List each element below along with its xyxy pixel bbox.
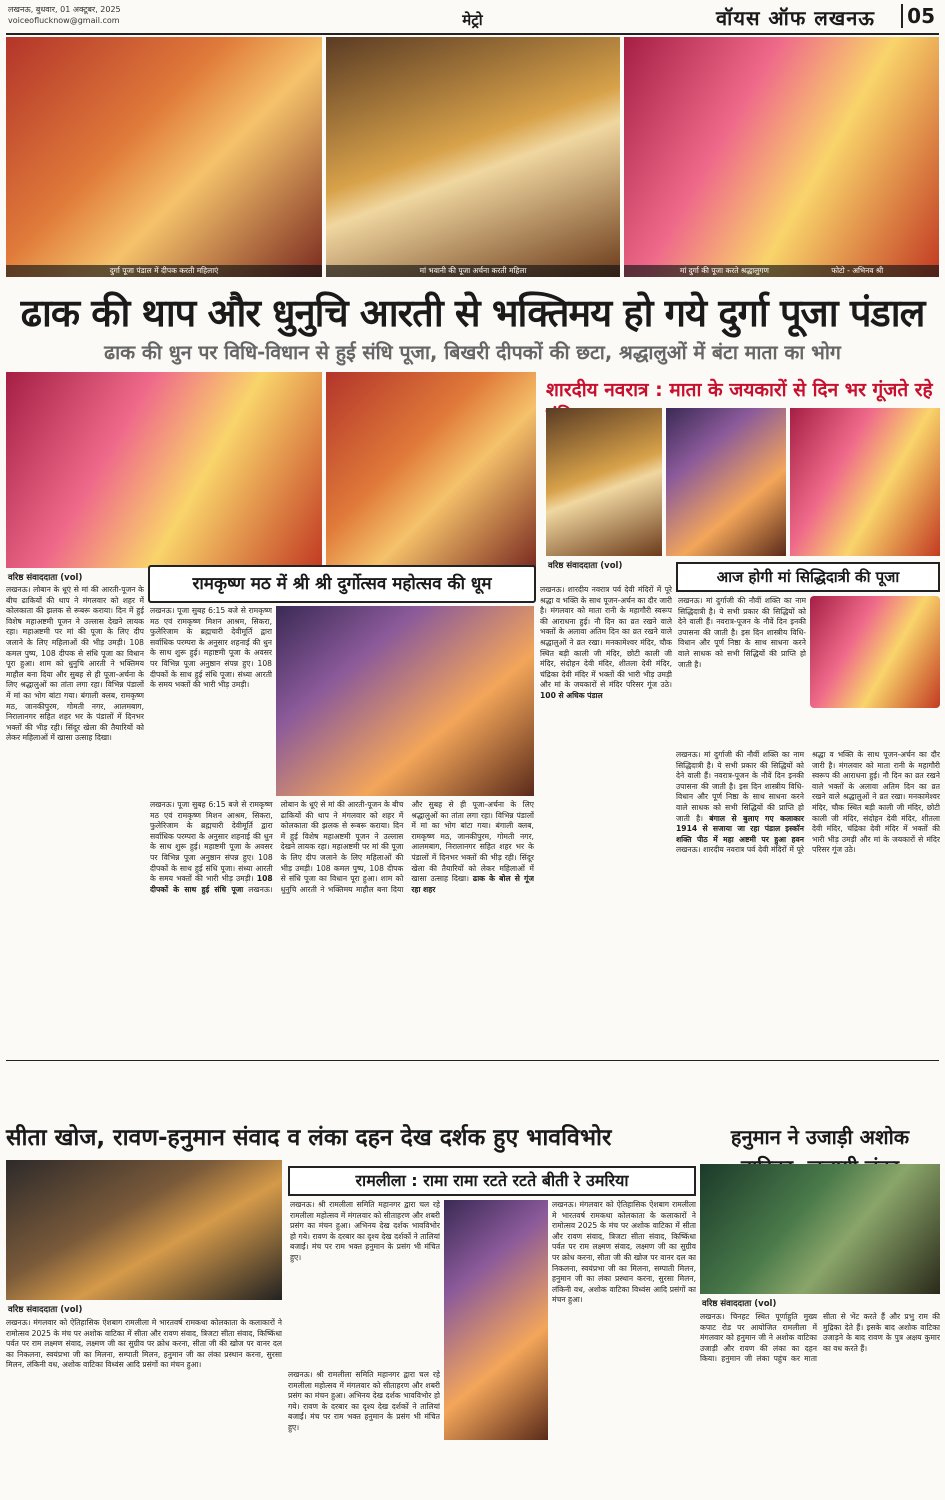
bengal-subhead: बंगाल से बुलाए गए कलाकार <box>709 813 804 823</box>
ramleela-body-right: लखनऊ। मंगलवार को ऐतिहासिक ऐशबाग रामलीला मे भारतवर्ष रामकथा कोलकाता के कलाकारों ने रामोत्सव 2025 के मंच पर अशोक वाटिका में सीता और रावण संवाद, त्रिजटा सीता संवाद, किष्किंधा पर्वत पर राम लक्ष्मण संवाद, लक्ष्मण जी का सुग्रीव पर क्रोध करना, सीता जी की खोज पर वानर दल का निकलना, स्वयंप्रभा जी का मिलना, सम्पाती मिलन, हनुमान जी का लंका प्रस्थान करना, सुरसा मिलन, लंकिनी वध, अशोक वाटिका विध्वंस आदि प्रसंगों का मंचन हुआ। <box>552 1200 696 1305</box>
top-photo-2 <box>326 37 620 277</box>
section-name: मेट्रो <box>462 11 483 29</box>
ramleela2-body-cont: लखनऊ। श्री रामलीला समिति महानगर द्वारा चल रहे रामलीला महोत्सव में मंगलवार को सीताहरण और शबरी प्रसंग का मंचन हुआ। अभिनय देख दर्शक भावविभोर हो गये। रावण के दरबार का दृश्य देख दर्शकों ने तालियां बजाईं। मंच पर राम भक्त हनुमान के प्रसंग भी मंचित हुए। <box>288 1370 440 1432</box>
ramakrishna-photo <box>276 606 534 796</box>
year-subhead: 1914 से सजाया जा रहा पंडाल <box>676 824 781 834</box>
ramleela-photo-1 <box>6 1160 282 1300</box>
navratri-body-text: लखनऊ। शारदीय नवरात्र पर्व देवी मंदिरों में पूरे श्रद्धा व भक्ति के साथ पूजन-अर्चन का दौर जारी है। मंगलवार को माता रानी के महागौरी स्वरूप की आराधना हुई। नौ दिन का व्रत रखने वाले भक्तों के अलावा अतिम दिन का व्रत रखने वाले श्रद्धालुओं ने व्रत रखा। मनकामेश्वर मंदिर, चौक स्थित बड़ी काली जी मंदिर, छोटी काली जी मंदिर, संदोहन देवी मंदिर, शीतला देवी मंदिर, चंद्रिका देवी मंदिर में भक्तों की भारी भीड़ उमड़ी और मां के जयकारों से मंदिर परिसर गूंज उठे। <box>540 585 672 690</box>
hanuman-headline: हनुमान ने उजाड़ी अशोक <box>730 1125 910 1149</box>
top-photo-1 <box>6 37 322 277</box>
main-headline: ढाक की थाप और धुनुचि आरती से भक्तिमय हो गये दुर्गा पूजा पंडाल <box>20 291 925 335</box>
hanuman-body: लखनऊ। चिनहट स्थित पूर्णाहुति मुख्य कपाट रोड पर आयोजित रामलीला में मंगलवार को हनुमान जी ने अशोक वाटिका उजाड़ी और रावण की लंका का दहन किया। हनुमान जी लंका पहुंच कर माता सीता से भेंट करते हैं और प्रभु राम की मुद्रिका देते हैं। इसके बाद अशोक वाटिका उजाड़ने के बाद रावण के पुत्र अक्षय कुमार का वध करते हैं। <box>700 1312 940 1364</box>
top-photo-3-caption <box>624 265 939 277</box>
ramleela-byline: वरिष्ठ संवाददाता (vol) <box>8 1305 83 1315</box>
iskcon-subhead: इस्कॉन शक्ति पीठ में महा अष्टमी पर हुआ हवन <box>676 824 804 844</box>
dhak-subhead: ढाक के बोल से गूंज रहा शहर <box>411 874 534 894</box>
navratri-photo-2 <box>666 408 786 556</box>
navratri-byline: वरिष्ठ संवाददाता (vol) <box>548 561 623 571</box>
sindoor-subhead: 100 से अधिक पंडाल <box>540 690 603 700</box>
navratri-photo-3 <box>790 408 940 556</box>
top-photo-2-caption: मां भवानी की पूजा अर्चना करती महिला <box>326 265 620 277</box>
ramakrishna-headline: रामकृष्ण मठ में श्री श्री दुर्गोत्सव महोत्सव की धूम <box>148 565 536 603</box>
ramleela-divider <box>6 1060 939 1061</box>
navratri-body <box>540 585 672 1055</box>
ramleela-photo-2 <box>444 1200 548 1440</box>
main-story-cont: लखनऊ। लोबान के धूएं से मां की आरती-पूजन के बीच ढाकियों की थाप ने मंगलवार को शहर में कोलकाता की झलक से रूबरू कराया। दिन में हुई विशेष महाअष्टमी पूजन ने उल्लास देखने लायक रहा। महाअष्टमी पर मां की पूजा के लिए दीप जलाने के लिए महिलाओं की भीड़ उमड़ी। 108 कमल पुष्प, 108 दीपक से संधि पूजा का विधान पूरा हुआ। शाम को धुनुचि आरती ने भक्तिमय माहौल बना दिया और सुबह से ही पूजा-अर्चना के लिए श्रद्धालुओं का तांता लगा रहा। विभिन्न पंडालों में मां का भोग बांटा गया। बंगाली क्लब, रामकृष्ण मठ, जानकीपुरम, गोमती नगर, आलमबाग, निरालानगर सहित शहर भर के पंडालों में दिनभर भक्तों की भीड़ रही। सिंदूर खेला की तैयारियों को लेकर महिलाओं में खासा उत्साह दिखा। <box>248 800 534 894</box>
main-byline: वरिष्ठ संवाददाता (vol) <box>8 573 83 583</box>
date-line: लखनऊ, बुधवार, 01 अक्टूबर, 2025 <box>8 5 121 14</box>
siddhidatri-columns <box>676 750 940 1055</box>
ramleela-body: लखनऊ। मंगलवार को ऐतिहासिक ऐशबाग रामलीला मे भारतवर्ष रामकथा कोलकाता के कलाकारों ने रामोत्सव 2025 के मंच पर अशोक वाटिका में सीता और रावण संवाद, त्रिजटा सीता संवाद, किष्किंधा पर्वत पर राम लक्ष्मण संवाद, लक्ष्मण जी का सुग्रीव पर क्रोध करना, सीता जी की खोज पर वानर दल का निकलना, स्वयंप्रभा जी का मिलना, सम्पाती मिलन, हनुमान जी का लंका प्रस्थान करना, सुरसा मिलन, लंकिनी वध, अशोक वाटिका विध्वंस आदि प्रसंगों का मंचन हुआ। <box>6 1318 282 1370</box>
page-number: 05 <box>901 4 935 28</box>
puja-subhead: 108 दीपकों के साथ हुई संधि पूजा <box>150 874 273 894</box>
ramleela2-body: लखनऊ। श्री रामलीला समिति महानगर द्वारा चल रहे रामलीला महोत्सव में मंगलवार को सीताहरण और शबरी प्रसंग का मंचन हुआ। अभिनय देख दर्शक भावविभोर हो गये। रावण के दरबार का दृश्य देख दर्शकों ने तालियां बजाईं। मंच पर राम भक्त हनुमान के प्रसंग भी मंचित हुए। <box>290 1200 440 1262</box>
main-subheadline: ढाक की धुन पर विधि-विधान से हुई संधि पूजा, बिखरी दीपकों की छटा, श्रद्धालुओं में बंटा माता का भोग <box>104 341 841 364</box>
ramakrishna-body-cont: लखनऊ। पूजा सुबह 6:15 बजे से रामकृष्ण मठ एवं रामकृष्ण मिशन आश्रम, सिकरा, फुलेरिजाम के ब्रह्मचारी देवीमूर्ति द्वारा सर्वाधिक परम्परा के अनुसार शहनाई की धुन के साथ शुरू हुई। महाष्टमी पूजा के अवसर पर विभिन्न पूजा अनुष्ठान संपन्न हुए। 108 दीपकों के साथ हुई संधि पूजा। संध्या आरती के समय भक्तों की भारी भीड़ उमड़ी। <box>150 800 273 884</box>
photo-credit: फोटो - अभिनव श्री <box>831 266 884 275</box>
ramakrishna-body: लखनऊ। पूजा सुबह 6:15 बजे से रामकृष्ण मठ एवं रामकृष्ण मिशन आश्रम, सिकरा, फुलेरिजाम के ब्रह्मचारी देवीमूर्ति द्वारा सर्वाधिक परम्परा के अनुसार शहनाई की धुन के साथ शुरू हुई। महाष्टमी पूजा के अवसर पर विभिन्न पूजा अनुष्ठान संपन्न हुए। 108 दीपकों के साथ हुई संधि पूजा। संध्या आरती के समय भक्तों की भारी भीड़ उमड़ी। <box>150 606 272 690</box>
main-story-body: लखनऊ। लोबान के धूएं से मां की आरती-पूजन के बीच ढाकियों की थाप ने मंगलवार को शहर में कोलकाता की झलक से रूबरू कराया। दिन में हुई विशेष महाअष्टमी पूजन ने उल्लास देखने लायक रहा। महाअष्टमी पर मां की पूजा के लिए दीप जलाने के लिए महिलाओं की भीड़ उमड़ी। 108 कमल पुष्प, 108 दीपक से संधि पूजा का विधान पूरा हुआ। शाम को धुनुचि आरती ने भक्तिमय माहौल बना दिया और सुबह से ही पूजा-अर्चना के लिए श्रद्धालुओं का तांता लगा रहा। विभिन्न पंडालों में मां का भोग बांटा गया। बंगाली क्लब, रामकृष्ण मठ, जानकीपुरम, गोमती नगर, आलमबाग, निरालानगर सहित शहर भर के पंडालों में दिनभर भक्तों की भीड़ रही। सिंदूर खेला की तैयारियों को लेकर महिलाओं में खासा उत्साह दिखा। <box>6 585 144 743</box>
diya-photo-1 <box>6 372 322 568</box>
siddhidatri-photo <box>810 596 940 708</box>
hanuman-byline: वरिष्ठ संवाददाता (vol) <box>702 1299 777 1309</box>
top-photo-3-caption-text: मां दुर्गा की पूजा करते श्रद्धालुगण <box>679 266 769 275</box>
ramleela-subheadline: रामलीला : रामा रामा रटते रटते बीती रे उमरिया <box>288 1166 696 1196</box>
ramleela-headline: सीता खोज, रावण-हनुमान संवाद व लंका दहन देख दर्शक हुए भावविभोर <box>6 1125 612 1151</box>
email-line: voiceoflucknow@gmail.com <box>8 16 120 25</box>
siddhidatri-headline: आज होगी मां सिद्धिदात्री की पूजा <box>676 562 940 592</box>
hanuman-photo <box>700 1164 940 1294</box>
ramakrishna-columns <box>150 800 534 1055</box>
top-photo-1-caption: दुर्गा पूजा पंडाल में दीपक करती महिलाएं <box>6 265 322 277</box>
top-photo-3 <box>624 37 939 277</box>
navratri-body-cont: लखनऊ। शारदीय नवरात्र पर्व देवी मंदिरों में पूरे श्रद्धा व भक्ति के साथ पूजन-अर्चन का दौर जारी है। मंगलवार को माता रानी के महागौरी स्वरूप की आराधना हुई। नौ दिन का व्रत रखने वाले भक्तों के अलावा अतिम दिन का व्रत रखने वाले श्रद्धालुओं ने व्रत रखा। मनकामेश्वर मंदिर, चौक स्थित बड़ी काली जी मंदिर, छोटी काली जी मंदिर, संदोहन देवी मंदिर, शीतला देवी मंदिर, चंद्रिका देवी मंदिर में भक्तों की भारी भीड़ उमड़ी और मां के जयकारों से मंदिर परिसर गूंज उठे। <box>676 750 940 855</box>
masthead-divider <box>6 33 939 35</box>
paper-name: वॉयस ऑफ लखनऊ <box>716 6 875 30</box>
navratri-headline: शारदीय नवरात्र : माता के जयकारों से दिन भर गूंजते रहे <box>546 379 933 401</box>
siddhidatri-body: लखनऊ। मां दुर्गाजी की नौवीं शक्ति का नाम सिद्धिदात्री है। ये सभी प्रकार की सिद्धियों को देने वाली हैं। नवरात्र-पूजन के नौवें दिन इनकी उपासना की जाती है। इस दिन शास्त्रीय विधि-विधान और पूर्ण निष्ठा के साथ साधना करने वाले साधक को सभी सिद्धियों की प्राप्ति हो जाती है। <box>678 596 806 669</box>
siddhidatri-body-cont: लखनऊ। मां दुर्गाजी की नौवीं शक्ति का नाम सिद्धिदात्री है। ये सभी प्रकार की सिद्धियों को देने वाली हैं। नवरात्र-पूजन के नौवें दिन इनकी उपासना की जाती है। इस दिन शास्त्रीय विधि-विधान और पूर्ण निष्ठा के साथ साधना करने वाले साधक को सभी सिद्धियों की प्राप्ति हो जाती है। <box>676 750 804 823</box>
diya-photo-2 <box>326 372 536 568</box>
navratri-photo-1 <box>546 408 662 556</box>
